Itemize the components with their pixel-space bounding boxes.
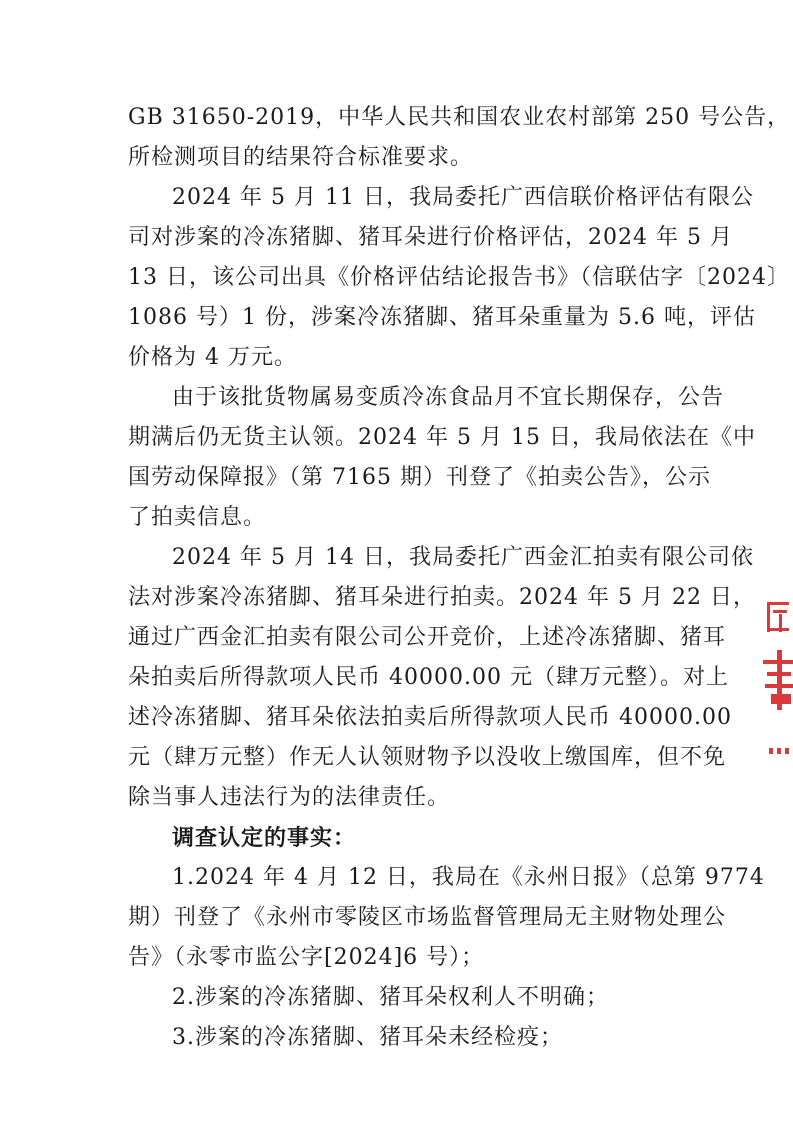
paragraph-line: 2024 年 5 月 14 日，我局委托广西金汇拍卖有限公司依 — [172, 545, 754, 570]
paragraph-line: 了拍卖信息。 — [128, 505, 267, 530]
paragraph-line: 3.涉案的冷冻猪脚、猪耳朵未经检疫； — [172, 1025, 563, 1050]
paragraph-line: 2.涉案的冷冻猪脚、猪耳朵权利人不明确； — [172, 985, 609, 1010]
paragraph-line: 通过广西金汇拍卖有限公司公开竞价，上述冷冻猪脚、猪耳 — [128, 625, 727, 650]
paragraph-line: 期）刊登了《永州市零陵区市场监督管理局无主财物处理公 — [128, 905, 727, 930]
paragraph-line: 司对涉案的冷冻猪脚、猪耳朵进行价格评估，2024 年 5 月 — [128, 225, 733, 250]
paragraph-line: 元（肆万元整）作无人认领财物予以没收上缴国库，但不免 — [128, 745, 727, 770]
paragraph-line: 1.2024 年 4 月 12 日，我局在《永州日报》（总第 9774 — [172, 865, 765, 890]
seal-stamp-fragment — [757, 598, 793, 778]
paragraph-line: 所检测项目的结果符合标准要求。 — [128, 145, 474, 170]
document-body — [128, 98, 791, 1058]
paragraph-line: 2024 年 5 月 11 日，我局委托广西信联价格评估有限公 — [172, 185, 754, 210]
paragraph-line: 法对涉案冷冻猪脚、猪耳朵进行拍卖。2024 年 5 月 22 日， — [128, 585, 756, 610]
paragraph-line: 13 日，该公司出具《价格评估结论报告书》（信联估字〔2024〕 — [128, 265, 790, 290]
paragraph-line: 国劳动保障报》（第 7165 期）刊登了《拍卖公告》，公示 — [128, 465, 711, 490]
paragraph-line: 告》（永零市监公字[2024]6 号）； — [128, 945, 485, 970]
paragraph-line: 由于该批货物属易变质冷冻食品月不宜长期保存，公告 — [172, 385, 725, 410]
paragraph-line: 除当事人违法行为的法律责任。 — [128, 785, 451, 810]
paragraph-line: 朵拍卖后所得款项人民币 40000.00 元（肆万元整）。对上 — [128, 665, 729, 690]
paragraph-line: 1086 号）1 份，涉案冷冻猪脚、猪耳朵重量为 5.6 吨，评估 — [128, 305, 756, 330]
section-heading: 调查认定的事实： — [172, 825, 357, 851]
paragraph-line: 期满后仍无货主认领。2024 年 5 月 15 日，我局依法在《中 — [128, 425, 756, 450]
paragraph-line: GB 31650-2019，中华人民共和国农业农村部第 250 号公告， — [128, 105, 791, 130]
paragraph-line: 述冷冻猪脚、猪耳朵依法拍卖后所得款项人民币 40000.00 — [128, 705, 732, 730]
paragraph-line: 价格为 4 万元。 — [128, 345, 297, 370]
